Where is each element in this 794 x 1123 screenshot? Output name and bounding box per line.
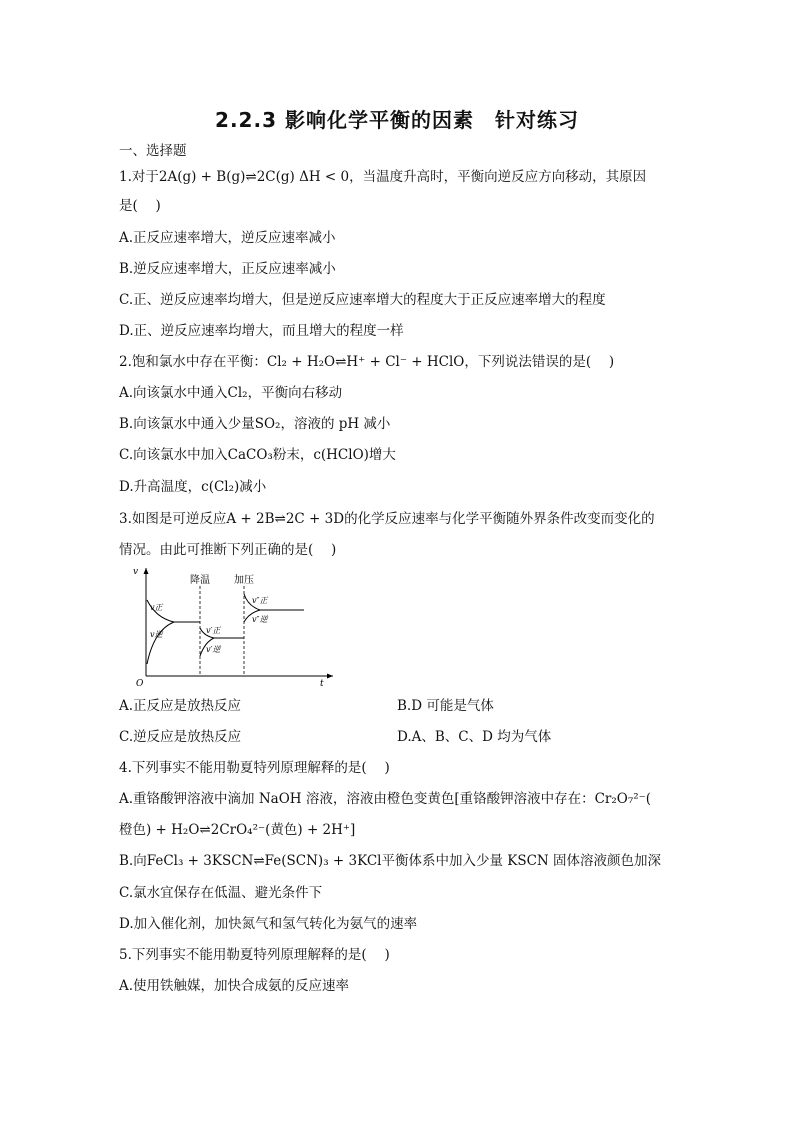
section-heading: 一、选择题 [119, 143, 187, 159]
label-v-forward-1: v′正 [206, 626, 221, 635]
q4-option-c: C.氯水宜保存在低温、避光条件下 [119, 885, 323, 901]
q4-option-d: D.加入催化剂，加快氮气和氢气转化为氨气的速率 [119, 916, 418, 932]
t-axis-arrow [327, 674, 333, 679]
q4-stem: 4.下列事实不能用勒夏特列原理解释的是( ) [119, 760, 390, 776]
label-cooling: 降温 [190, 575, 210, 586]
label-v-reverse: v逆 [150, 630, 163, 639]
label-pressure: 加压 [234, 575, 254, 586]
q5-option-a: A.使用铁触媒，加快合成氨的反应速率 [119, 978, 350, 994]
q3-option-c: C.逆反应是放热反应 [119, 729, 242, 745]
q4-option-a: A.重铬酸钾溶液中滴加 NaOH 溶液，溶液由橙色变黄色[重铬酸钾溶液中存在：Cr₂O₇²⁻( [119, 791, 652, 807]
q4-option-a-cont: 橙色) + H₂O⇌2CrO₄²⁻(黄色) + 2H⁺] [119, 822, 356, 838]
q2-option-c: C.向该氯水中加入CaCO₃粉末，c(HClO)增大 [119, 447, 396, 463]
q1-option-a: A.正反应速率增大，逆反应速率减小 [119, 230, 336, 246]
rate-time-diagram [128, 564, 338, 688]
q1-option-c: C.正、逆反应速率均增大，但是逆反应速率增大的程度大于正反应速率增大的程度 [119, 292, 606, 308]
t-axis-label: t [320, 679, 324, 688]
q1-stem: 1.对于2A(g) + B(g)⇌2C(g) ΔH < 0，当温度升高时，平衡向逆反应方向移动，其原因 [119, 169, 647, 185]
q3-option-d: D.A、B、C、D 均为气体 [397, 729, 552, 745]
label-v-forward-2: v″正 [252, 596, 268, 605]
q2-option-b: B.向该氯水中通入少量SO₂，溶液的 pH 减小 [119, 416, 391, 432]
q1-option-b: B.逆反应速率增大，正反应速率减小 [119, 261, 336, 277]
q5-stem: 5.下列事实不能用勒夏特列原理解释的是( ) [119, 947, 390, 963]
v-axis-arrow [144, 568, 149, 574]
q1-option-d: D.正、逆反应速率均增大，而且增大的程度一样 [119, 323, 404, 339]
q3-option-b: B.D 可能是气体 [397, 698, 494, 714]
q2-option-d: D.升高温度，c(Cl₂)减小 [119, 479, 267, 495]
q3-stem: 3.如图是可逆反应A + 2B⇌2C + 3D的化学反应速率与化学平衡随外界条件改变而变化的 [119, 511, 655, 527]
label-v-forward: v正 [150, 603, 163, 612]
q4-option-b: B.向FeCl₃ + 3KSCN⇌Fe(SCN)₃ + 3KCl平衡体系中加入少量 KSCN 固体溶液颜色加深 [119, 853, 662, 869]
origin-label: O [136, 679, 144, 688]
q3-stem-cont: 情况。由此可推断下列正确的是( ) [119, 542, 337, 558]
v-reverse-curve [147, 622, 174, 664]
label-v-reverse-2: v″逆 [252, 615, 268, 624]
label-v-reverse-1: v′逆 [206, 645, 221, 654]
q3-option-a: A.正反应是放热反应 [119, 698, 242, 714]
q2-option-a: A.向该氯水中通入Cl₂，平衡向右移动 [119, 385, 343, 401]
q2-stem: 2.饱和氯水中存在平衡：Cl₂ + H₂O⇌H⁺ + Cl⁻ + HClO，下列说法错误的是( ) [119, 354, 615, 370]
q1-stem-cont: 是( ) [119, 198, 161, 214]
page-title: 2.2.3 影响化学平衡的因素 针对练习 [215, 108, 579, 132]
v-axis-label: v [133, 567, 139, 577]
